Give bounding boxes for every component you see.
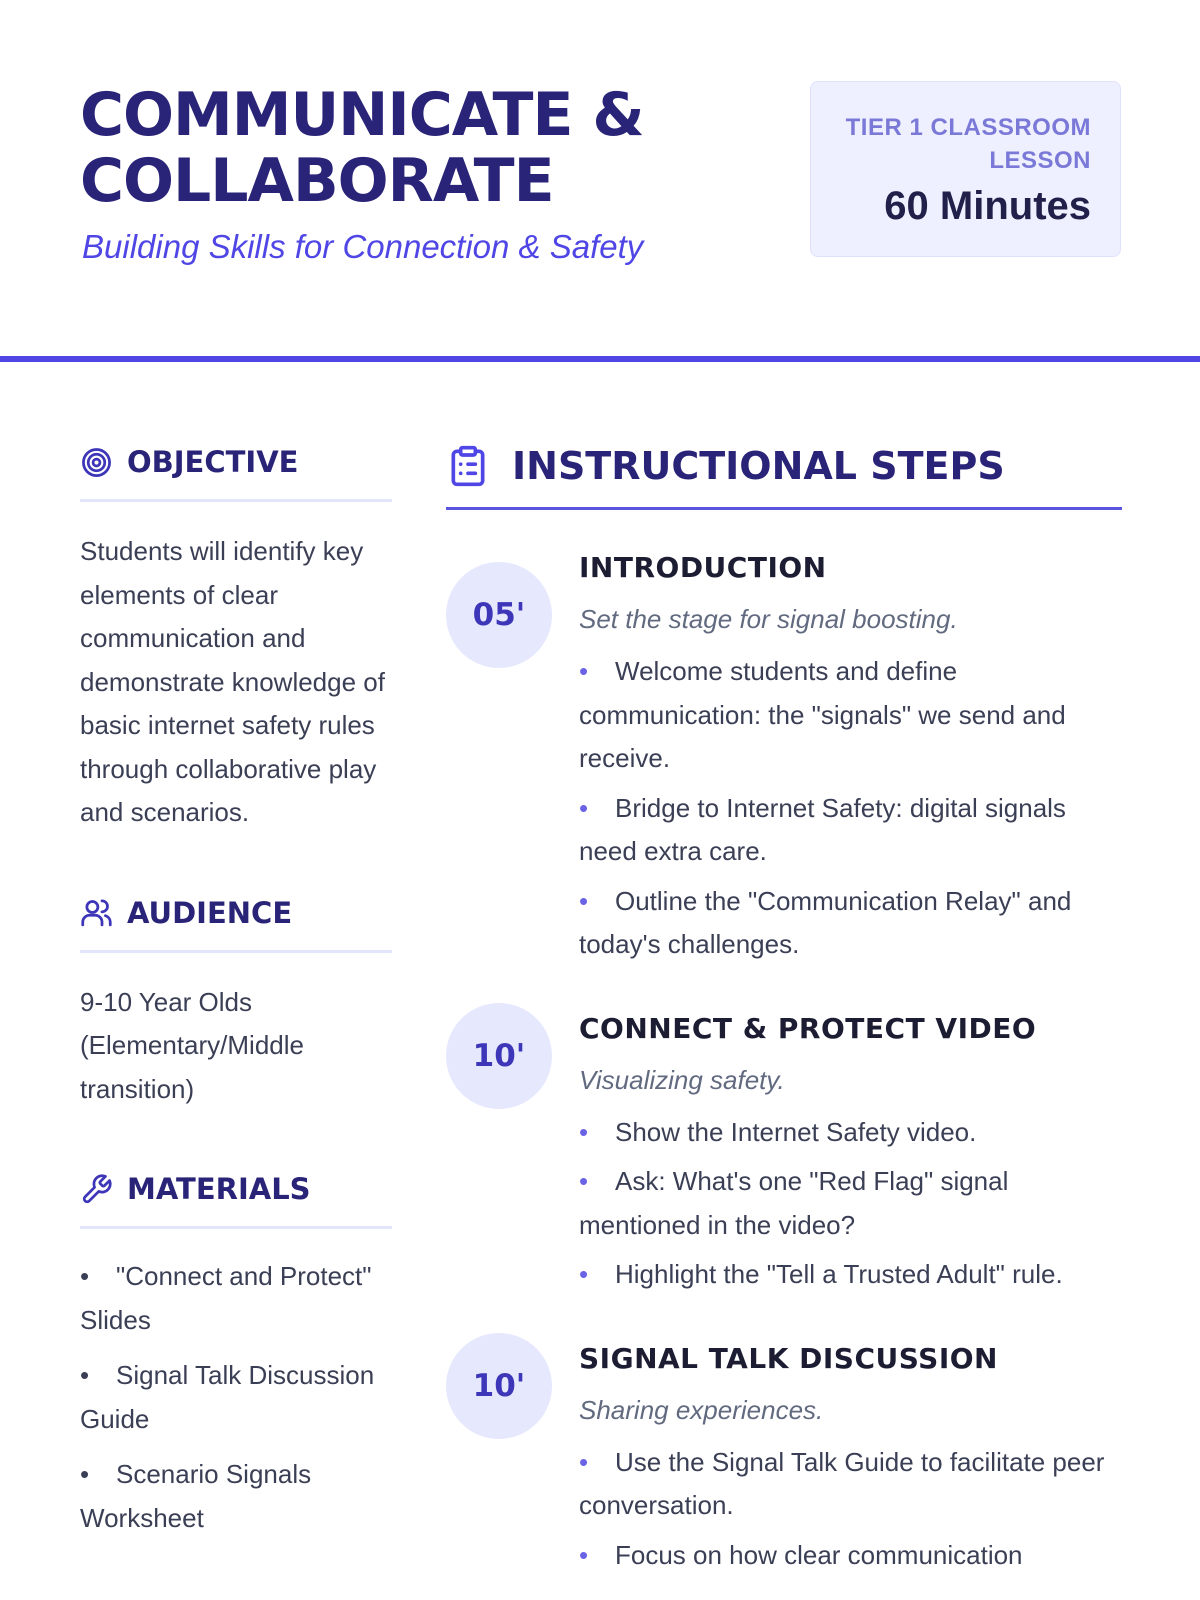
wrench-icon <box>80 1173 113 1206</box>
audience-text: 9-10 Year Olds (Elementary/Middle transition) <box>80 986 304 1104</box>
step-bullets <box>579 1111 1122 1297</box>
step-signal-talk-discussion <box>446 1341 1122 1578</box>
target-icon <box>80 446 113 479</box>
list-item: • Highlight the "Tell a Trusted Adult" rule. <box>579 1253 1122 1297</box>
step-time-badge: 05' <box>446 562 552 668</box>
objective-section <box>80 440 392 835</box>
step-title: INTRODUCTION <box>579 551 827 584</box>
objective-text: Students will identify key elements of clear communication and demonstrate knowledge of basic internet safety rules through collaborative play and scenarios. <box>80 536 385 827</box>
title-line-2: COLLABORATE <box>80 146 554 216</box>
divider <box>80 950 392 953</box>
title-line-1: COMMUNICATE & <box>80 80 644 150</box>
materials-title: MATERIALS <box>127 1172 311 1206</box>
divider <box>80 499 392 502</box>
step-time-badge: 10' <box>446 1333 552 1439</box>
clipboard-list-icon <box>446 442 490 490</box>
objective-header <box>80 440 392 484</box>
step-title: SIGNAL TALK DISCUSSION <box>579 1341 998 1375</box>
steps-divider <box>446 507 1122 510</box>
list-item: • Scenario Signals Worksheet <box>80 1453 392 1540</box>
users-icon <box>80 896 113 929</box>
step-title: CONNECT & PROTECT VIDEO <box>579 1011 1037 1045</box>
step-bullets <box>579 1441 1122 1578</box>
step-subtitle: Sharing experiences. <box>579 1394 824 1425</box>
audience-header <box>80 891 392 935</box>
list-item: • Ask: What's one "Red Flag" signal mentioned in the video? <box>579 1160 1122 1247</box>
audience-section <box>80 891 392 1112</box>
divider <box>80 1226 392 1229</box>
step-time-badge: 10' <box>446 1003 552 1109</box>
step-connect-protect-video <box>446 1011 1122 1297</box>
materials-list <box>80 1255 392 1540</box>
list-item: • Use the Signal Talk Guide to facilitate peer conversation. <box>579 1441 1122 1528</box>
steps-header <box>446 440 1122 492</box>
step-introduction <box>446 550 1122 967</box>
objective-title: OBJECTIVE <box>127 445 299 479</box>
list-item: • Outline the "Communication Relay" and today's challenges. <box>579 880 1122 967</box>
list-item: • Welcome students and define communication: the "signals" we send and receive. <box>579 650 1122 781</box>
badge-label-line-1: TIER 1 CLASSROOM <box>845 114 1091 141</box>
steps-title: INSTRUCTIONAL STEPS <box>512 444 1005 488</box>
list-item: • Bridge to Internet Safety: digital signals need extra care. <box>579 787 1122 874</box>
audience-title: AUDIENCE <box>127 895 293 930</box>
lesson-badge <box>810 81 1121 257</box>
header <box>0 0 1200 362</box>
step-subtitle: Visualizing safety. <box>579 1064 785 1095</box>
list-item: • Show the Internet Safety video. <box>579 1111 1122 1155</box>
list-item: • Signal Talk Discussion Guide <box>80 1354 392 1441</box>
step-bullets <box>579 650 1122 967</box>
badge-duration: 60 Minutes <box>884 184 1091 228</box>
sidebar <box>80 440 392 1552</box>
list-item: • "Connect and Protect" Slides <box>80 1255 392 1342</box>
materials-header <box>80 1167 392 1211</box>
instructional-steps <box>446 440 1122 1583</box>
badge-label-line-2: LESSON <box>989 147 1091 174</box>
step-subtitle: Set the stage for signal boosting. <box>579 604 958 634</box>
page-subtitle: Building Skills for Connection & Safety <box>82 228 644 265</box>
list-item: • Focus on how clear communication <box>579 1534 1122 1578</box>
page-title <box>80 82 644 214</box>
materials-section <box>80 1167 392 1540</box>
